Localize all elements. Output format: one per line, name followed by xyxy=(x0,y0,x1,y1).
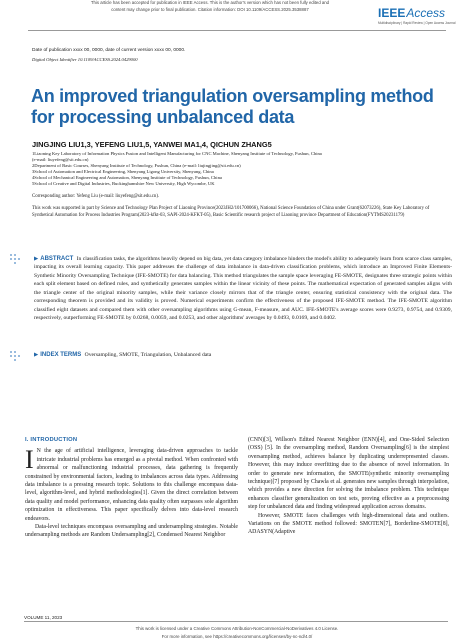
index-terms xyxy=(22,352,211,358)
index-terms-label: INDEX TERMS xyxy=(40,352,82,358)
doi-line: Digital Object Identifier 10.1109/ACCESS.2024.0429000 xyxy=(32,57,138,62)
affiliation-3: 3School of Automation and Electrical Engineering, Shenyang Ligong University, Shenyang, China xyxy=(32,169,214,175)
intro-paragraph-2: Data-level techniques encompass oversampling and undersampling strategies. Notable undersampling methods are Random Undersampling[2], Condensed Nearest Neighbor xyxy=(25,524,238,539)
license-line: This work is licensed under a Creative Commons Attribution-NonCommercial-NoDerivatives 4.0 License. xyxy=(135,626,339,631)
drop-cap: I xyxy=(25,445,34,475)
abstract-dots-icon xyxy=(10,254,20,264)
paper-title: An improved triangulation oversampling method for processing unbalanced data xyxy=(31,86,434,127)
volume-label: VOLUME 11, 2023 xyxy=(24,615,63,620)
affiliations xyxy=(32,151,452,188)
abstract-label: ABSTRACT xyxy=(40,256,74,262)
header-notice xyxy=(60,0,360,13)
corresponding-author: Corresponding author: Yefeng Liu (e-mail: liuyefeng@sit.edu.cn). xyxy=(32,194,160,199)
triangle-bullet-icon: ▶ xyxy=(34,256,39,262)
header-rule xyxy=(28,30,446,31)
footer-rule xyxy=(24,621,448,622)
license-link[interactable]: For more information, see https://creativecommons.org/licenses/by-nc-nd/4.0/ xyxy=(161,634,313,639)
index-terms-dots-icon xyxy=(10,351,20,361)
logo-product: Access xyxy=(406,6,446,20)
publication-dates: Date of publication xxxx 00, 0000, date of current version xxxx 00, 0000. xyxy=(32,48,186,53)
funding-statement: This work was supported in part by Science and Technology Plan Project of Liaoning Province(2023JH2/101700066), National Science Foundation of China under Grant(62073226), State Key Laboratory of Synthetical Automation for Process Industries Program(2023-kfkt-03, SAPI-2024-KFKT-05), Basic Scientific research project of Liaoning province Department of Education(FYTMS20231179) xyxy=(32,206,430,218)
abstract-text: In classification tasks, the algorithms heavily depend on big data, yet data category imbalance hinders the model's ability to adequately learn from scarce class samples, impacting its overall learning capacity. This paper addresses the challenge of data imbalance in data-driven classification problems, which introduce an Improved Finite Elements-Synthetic Minority Oversampling Technique (IFE-SMOTE) for data balancing. This method triangulates the sample space leveraging FE-SMOTE, designates three strategic points within each split element based on defined rules, and synthetically generates samples within the linear vicinity of these points. The mathematical expectation of generated samples aligns with the triangle center of the original minority samples, while their variance closely mirrors that of the triangle center, ensuring statistical consistency with the original data. The corresponding theorem is provided and its validity is proved. Numerical experiments confirm the effectiveness of the proposed IFE-SMOTE method. The IFE-SMOTE algorithm classified eight datasets and compared them with other oversampling algorithms using G-mean, F-measure, and AUC. IFE-SMOTE's average scores were 0.9273, 0.9754, and 0.9309, respectively, outperforming FE-SMOTE by 0.0268, 0.0059, and 0.0253, and other algorithms' averages by 0.0493, 0.0169, and 0.0402. xyxy=(34,256,452,322)
affiliation-5: 5School of Creative and Digital Industries, Buckinghamshire New University, High Wycombe, UK xyxy=(32,181,215,187)
abstract xyxy=(22,255,452,323)
index-terms-text: Oversampling, SMOTE, Triangulation, Unbalanced data xyxy=(84,352,212,358)
affiliation-2: 2Department of Basic Courses, Shenyang Institute of Technology, Fushun, China (e-mail: liujingjing@sit.edu.cn) xyxy=(32,163,241,169)
triangle-bullet-icon: ▶ xyxy=(34,352,39,358)
affiliation-4: 4School of Mechanical Engineering and Automation, Shenyang Institute of Technology, Fushun, China xyxy=(32,175,222,181)
author-list: JINGJING LIU1,3, YEFENG LIU1,5, YANWEI MA1,4, QICHUN ZHANG5 xyxy=(32,140,272,149)
affiliation-1-email: (e-mail: liuyefeng@sit.edu.cn) xyxy=(32,157,89,163)
logo-tagline: Multidisciplinary | Rapid Review | Open Access Journal xyxy=(378,21,456,25)
affiliation-1: 1Liaoning Key Laboratory of Information Physics Fusion and Intelligent Manufacturing for CNC Machine, Shenyang Institute of Technology, Fushun, China xyxy=(32,151,322,156)
header-notice-line1: This article has been accepted for publication in IEEE Access. This is the author's version which has not been fully edited and xyxy=(90,0,330,5)
header-notice-line2: content may change prior to final publication. Citation information: DOI 10.1109/ACCESS.2025.3538887 xyxy=(111,6,309,12)
journal-logo-wordmark xyxy=(378,7,458,20)
intro-paragraph-3: (CNN)[3], Willson's Edited Nearest Neighbor (ENN)[4], and One-Sided Selection (OSS) [5]. In the oversampling method, Random Oversampling[6] is the simplest oversampling method, achieves balance by duplicating underrepresented classes. However, this may induce overfitting due to the absence of novel information. In order to generate new information, the SMOTE(synthetic minority oversampling technique)[7] proposed by Chawla et al. generates new samples through interpolation, which provides a new direction for solving the imbalance problem. This technique enhances classifier generalization on test sets, proving effective as a preprocessing step for unbalanced data and finding widespread application across domains. xyxy=(248,437,449,511)
section-heading-introduction: I. INTRODUCTION xyxy=(25,437,78,443)
body-column-right xyxy=(248,436,449,537)
logo-brand: IEEE xyxy=(378,6,406,20)
body-column-left xyxy=(25,436,238,540)
intro-paragraph-1-text: N the age of artificial intelligence, leveraging data-driven approaches to tackle intricate industrial problems has emerged as a pivotal method. When confronted with abnormal or malfunctioning industrial processes, data gathering is frequently constrained by environmental factors, leading to imbalances across data types. Addressing data imbalance is a pressing research topic. Solutions to this challenge encompass data-level, algorithm-level, and hybrid methodologies[1]. Given the direct correlation between data quality and model performance, enhancing data quality often surpasses sole algorithm optimization in effectiveness. This paper specifically delves into data-level research endeavors. xyxy=(25,448,238,522)
journal-logo xyxy=(378,7,458,25)
intro-paragraph-4: However, SMOTE faces challenges with high-dimensional data and outliers. Variations on the SMOTE method followed: SMOTEN[7], Borderline-SMOTE[8], ADASYN(Adaptive xyxy=(248,512,449,536)
intro-paragraph-1 xyxy=(25,447,238,523)
